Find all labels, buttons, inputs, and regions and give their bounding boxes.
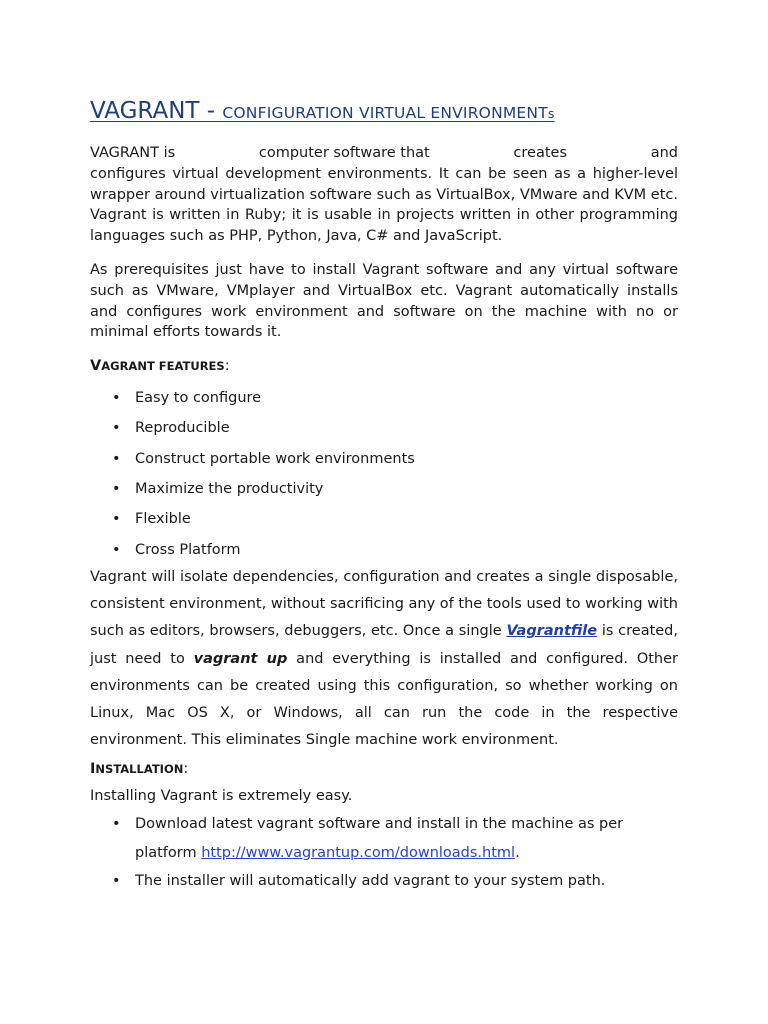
features-list: [90, 388, 678, 559]
installation-heading-colon: :: [183, 761, 189, 778]
intro-paragraph: [90, 143, 678, 247]
bullet-icon: •: [112, 816, 121, 833]
intro-word-1: VAGRANT is: [90, 145, 176, 161]
feature-text: Maximize the productivity: [135, 481, 324, 498]
title-subtitle-suffix: s: [547, 106, 555, 121]
list-item: [90, 540, 678, 560]
installation-intro: Installing Vagrant is extremely easy.: [90, 788, 353, 805]
description-part-2: is created, just need to: [90, 623, 678, 667]
intro-word-2: computer software that: [258, 145, 430, 161]
bullet-icon: •: [112, 511, 121, 528]
list-item: [90, 810, 678, 867]
installation-heading: [90, 756, 678, 782]
list-item: [90, 449, 678, 469]
installation-heading-initial: I: [90, 761, 96, 778]
description-paragraph: [90, 564, 678, 754]
install-step-text: The installer will automatically add vagrant to your system path.: [135, 873, 606, 890]
title-subtitle-main: CONFIGURATION VIRTUAL ENVIRONMENT: [222, 104, 548, 122]
list-item: [90, 418, 678, 438]
list-item: [90, 509, 678, 529]
description-part-1: Vagrant will isolate dependencies, configuration and creates a single disposable, consistent environment, without sacrificing any of the tools used to working with such as editors, browsers, debuggers, etc. Once a single: [90, 568, 678, 640]
feature-text: Easy to configure: [135, 390, 262, 407]
vagrantfile-link[interactable]: Vagrantfile: [506, 623, 598, 640]
list-item: [90, 388, 678, 408]
bullet-icon: •: [112, 390, 121, 407]
description-part-3: and everything is installed and configured. Other environments can be created using this configuration, so whether working on Linux, Mac OS X, or Windows, all can run the code in the respective environment. This eliminates Single machine work environment.: [90, 650, 678, 749]
bullet-icon: •: [112, 420, 121, 437]
feature-text: Flexible: [135, 511, 191, 528]
document-page: [90, 92, 678, 896]
install-step-end: .: [515, 844, 520, 861]
installation-steps-list: [90, 810, 678, 896]
intro-word-4: and: [650, 145, 678, 161]
list-item: [90, 479, 678, 499]
document-title: [90, 92, 678, 129]
title-subtitle: [222, 104, 554, 122]
intro-rest: configures virtual development environments. It can be seen as a higher-level wrapper around virtualization software such as VirtualBox, VMware and KVM etc. Vagrant is written in Ruby; it is usable in projects written in other programming languages such as PHP, Python, Java, C# and JavaScript.: [90, 165, 678, 245]
downloads-link[interactable]: http://www.vagrantup.com/downloads.html: [201, 844, 516, 861]
intro-word-3: creates: [513, 145, 568, 161]
title-main: VAGRANT: [90, 98, 200, 124]
features-heading-rest: AGRANT FEATURES: [101, 359, 225, 374]
features-heading-colon: :: [224, 358, 230, 375]
prerequisites-paragraph: As prerequisites just have to install Vagrant software and any virtual software such as VMware, VMplayer and VirtualBox etc. Vagrant automatically installs and configures work environment and software on the machine with no or minimal efforts towards it.: [90, 261, 678, 341]
bullet-icon: •: [112, 450, 121, 467]
vagrant-up-command: vagrant up: [193, 650, 288, 667]
feature-text: Reproducible: [135, 420, 230, 437]
feature-text: Cross Platform: [135, 541, 241, 558]
install-step-text: Download latest vagrant software and install in the machine as per platform: [135, 816, 624, 861]
title-separator: -: [199, 98, 223, 124]
feature-text: Construct portable work environments: [135, 450, 415, 467]
features-heading: [90, 356, 678, 376]
list-item: [90, 867, 678, 896]
features-heading-initial: V: [90, 358, 102, 375]
intro-first-line: [90, 143, 678, 164]
bullet-icon: •: [112, 541, 121, 558]
bullet-icon: •: [112, 873, 121, 890]
installation-heading-rest: NSTALLATION: [95, 762, 184, 777]
bullet-icon: •: [112, 481, 121, 498]
